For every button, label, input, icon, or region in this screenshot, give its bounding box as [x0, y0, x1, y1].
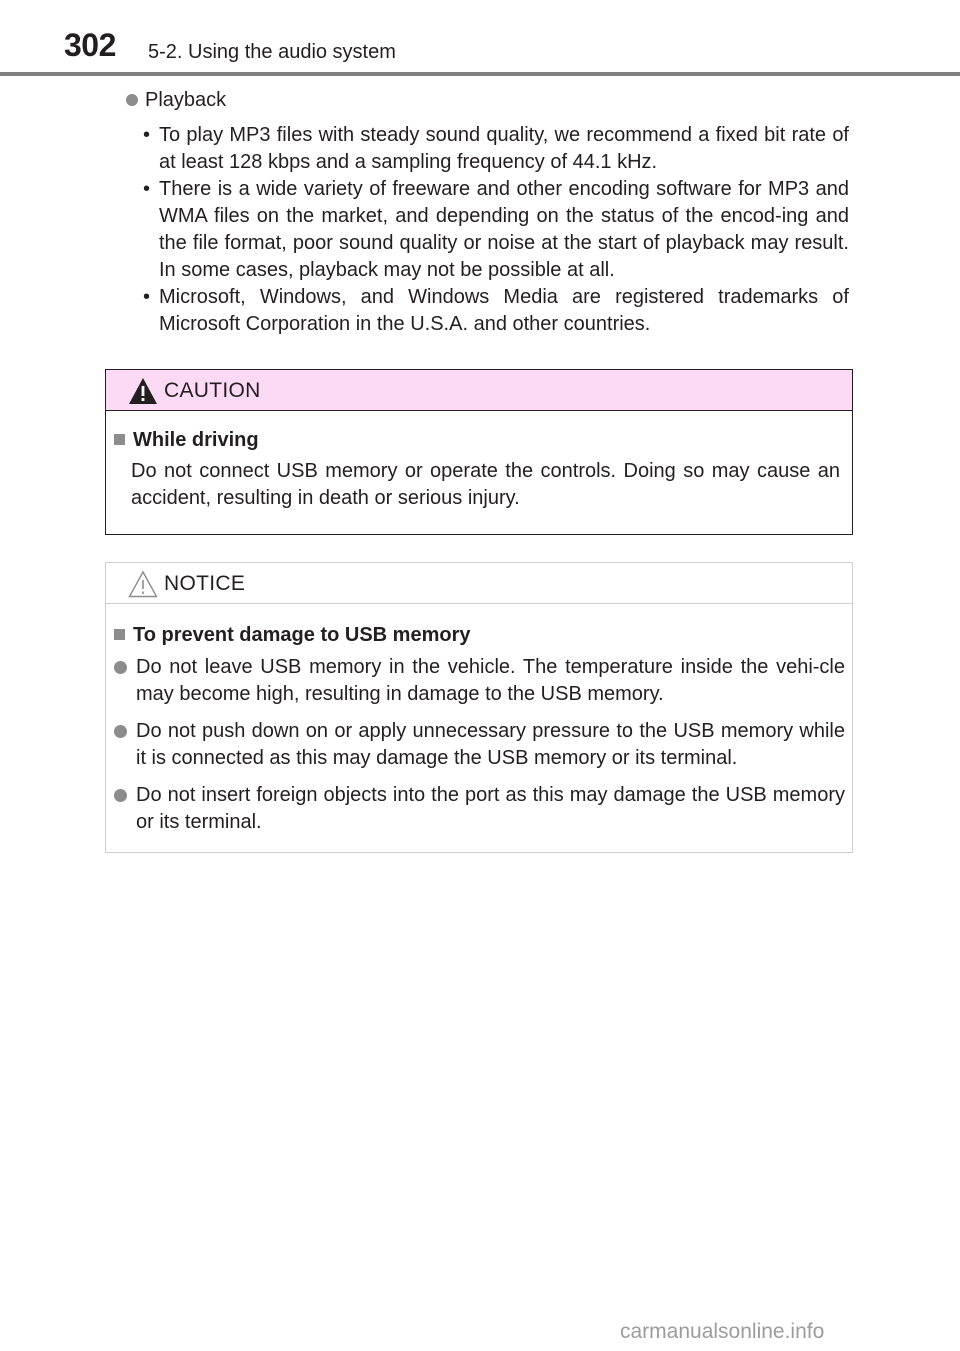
notice-item-text: Do not insert foreign objects into the port as this may damage the USB memory or its terminal.	[136, 784, 845, 833]
notice-title: NOTICE	[164, 572, 246, 595]
watermark-text: carmanualsonline.info	[620, 1320, 825, 1343]
bullet-dot-icon	[114, 789, 127, 802]
notice-item	[114, 718, 845, 772]
playback-notes	[140, 122, 849, 338]
caution-header	[106, 370, 852, 411]
square-bullet-icon	[114, 629, 125, 640]
note-text: There is a wide variety of freeware and other encoding software for MP3 and WMA files on the market, and depending on the status of the encod-ing and the file format, poor sound quality or noise at the start of playback may result. In some cases, playback may not be possible at all.	[159, 178, 849, 281]
bullet-dot-icon	[114, 661, 127, 674]
notice-item	[114, 654, 845, 708]
note-text: Microsoft, Windows, and Windows Media are registered trademarks of Microsoft Corporation in the U.S.A. and other countries.	[159, 286, 849, 335]
warning-outline-icon	[128, 570, 158, 598]
bullet-dot-icon	[114, 725, 127, 738]
caution-title: CAUTION	[164, 379, 261, 402]
square-bullet-icon	[114, 434, 125, 445]
notice-item-text: Do not leave USB memory in the vehicle. The temperature inside the vehi-cle may become high, resulting in damage to the USB memory.	[136, 656, 845, 705]
caution-subheading-label: While driving	[133, 429, 259, 451]
note-item	[140, 176, 849, 284]
notice-box	[105, 562, 853, 853]
small-bullet-icon: •	[143, 124, 151, 146]
caution-box	[105, 369, 853, 535]
notice-item-text: Do not push down on or apply unnecessary pressure to the USB memory while it is connected as this may damage the USB memory or its terminal.	[136, 720, 845, 769]
note-item	[140, 122, 849, 176]
playback-heading-label: Playback	[145, 89, 227, 111]
notice-subheading-label: To prevent damage to USB memory	[133, 624, 471, 646]
note-text: To play MP3 files with steady sound quality, we recommend a fixed bit rate of at least 128 kbps and a sampling frequency of 44.1 kHz.	[159, 124, 849, 173]
page-header	[0, 0, 960, 76]
note-item	[140, 284, 849, 338]
header-rule	[0, 72, 960, 76]
bullet-dot-icon	[126, 94, 138, 106]
warning-triangle-icon	[128, 377, 158, 405]
page-number: 302	[64, 27, 116, 63]
small-bullet-icon: •	[143, 178, 151, 200]
notice-header	[106, 563, 852, 604]
small-bullet-icon: •	[143, 286, 151, 308]
section-title: 5-2. Using the audio system	[148, 41, 396, 63]
caution-text: Do not connect USB memory or operate the controls. Doing so may cause an accident, resulting in death or serious injury.	[131, 460, 840, 509]
notice-item	[114, 782, 845, 836]
